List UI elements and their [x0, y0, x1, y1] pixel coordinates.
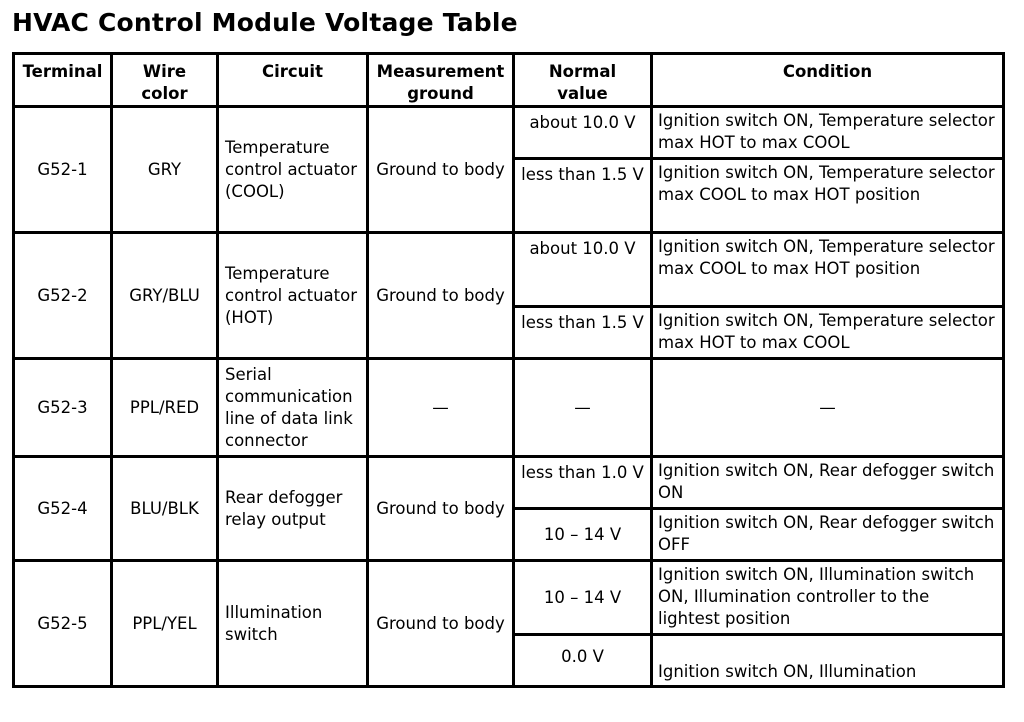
ground-cell: Ground to body [368, 457, 514, 561]
circuit-cell: Serial communication line of data link connector [218, 359, 368, 457]
header-wire-color: Wire color [112, 54, 218, 107]
circuit-cell: Illumination switch [218, 561, 368, 687]
normal-value-cell: less than 1.5 V [514, 159, 652, 233]
condition-cell: — [652, 359, 1004, 457]
table-row [14, 457, 1004, 509]
voltage-table [12, 52, 1005, 688]
terminal-cell: G52-5 [14, 561, 112, 687]
condition-cell: Ignition switch ON, Rear defogger switch ON [652, 457, 1004, 509]
page-title: HVAC Control Module Voltage Table [12, 8, 518, 37]
normal-value-cell: 10 – 14 V [514, 509, 652, 561]
terminal-cell: G52-2 [14, 233, 112, 359]
terminal-cell: G52-3 [14, 359, 112, 457]
normal-value-cell: about 10.0 V [514, 233, 652, 307]
table-row [14, 359, 1004, 457]
circuit-cell: Temperature control actuator (HOT) [218, 233, 368, 359]
header-terminal: Terminal [14, 54, 112, 107]
header-circuit: Circuit [218, 54, 368, 107]
header-measurement-ground: Measurement ground [368, 54, 514, 107]
header-condition: Condition [652, 54, 1004, 107]
table-row [14, 107, 1004, 159]
table-header-row [14, 54, 1004, 107]
condition-cell: Ignition switch ON, Rear defogger switch OFF [652, 509, 1004, 561]
normal-value-cell: less than 1.5 V [514, 307, 652, 359]
ground-cell: Ground to body [368, 107, 514, 233]
condition-cell: Ignition switch ON, Temperature selector max HOT to max COOL [652, 307, 1004, 359]
terminal-cell: G52-4 [14, 457, 112, 561]
terminal-cell: G52-1 [14, 107, 112, 233]
condition-cell: Ignition switch ON, Illumination [652, 635, 1004, 687]
normal-value-cell: less than 1.0 V [514, 457, 652, 509]
ground-cell: Ground to body [368, 561, 514, 687]
wire-color-cell: GRY/BLU [112, 233, 218, 359]
normal-value-cell: — [514, 359, 652, 457]
ground-cell: — [368, 359, 514, 457]
condition-cell: Ignition switch ON, Temperature selector max HOT to max COOL [652, 107, 1004, 159]
table-row [14, 233, 1004, 307]
wire-color-cell: BLU/BLK [112, 457, 218, 561]
normal-value-cell: 0.0 V [514, 635, 652, 687]
normal-value-cell: about 10.0 V [514, 107, 652, 159]
condition-cell: Ignition switch ON, Temperature selector max COOL to max HOT position [652, 159, 1004, 233]
circuit-cell: Temperature control actuator (COOL) [218, 107, 368, 233]
condition-cell: Ignition switch ON, Illumination switch ON, Illumination controller to the lightest position [652, 561, 1004, 635]
header-normal-value: Normal value [514, 54, 652, 107]
circuit-cell: Rear defogger relay output [218, 457, 368, 561]
condition-cell: Ignition switch ON, Temperature selector max COOL to max HOT position [652, 233, 1004, 307]
ground-cell: Ground to body [368, 233, 514, 359]
wire-color-cell: PPL/YEL [112, 561, 218, 687]
normal-value-cell: 10 – 14 V [514, 561, 652, 635]
wire-color-cell: GRY [112, 107, 218, 233]
wire-color-cell: PPL/RED [112, 359, 218, 457]
table-row [14, 561, 1004, 635]
